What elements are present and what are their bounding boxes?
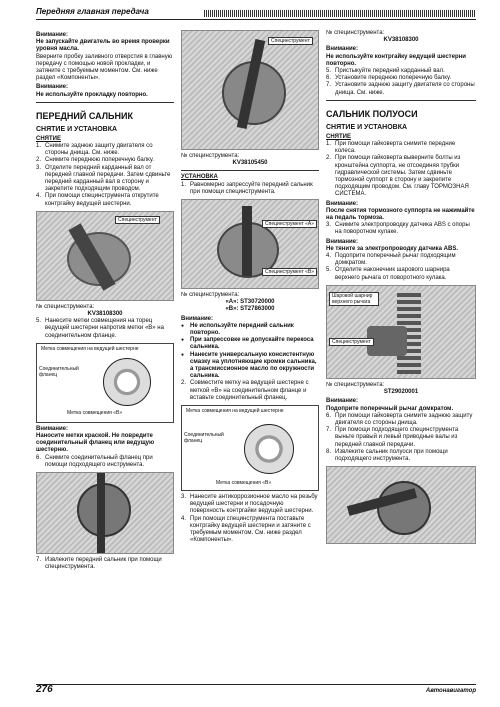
note-text: Не используйте прокладку повторно.	[36, 91, 148, 98]
note-text: Не тяните за электропроводку датчика ABS.	[326, 245, 459, 252]
publisher-brand: Автонавигатор	[425, 688, 476, 694]
photo-axle-seal-removal	[326, 466, 476, 544]
note-text: Не запускайте двигатель во время проверки уровня масла.	[36, 39, 170, 53]
subsection-heading: СНЯТИЕ И УСТАНОВКА	[36, 125, 118, 133]
subsection-heading: УСТАНОВКА	[181, 174, 218, 181]
tool-number: «А»: ST30720000	[225, 299, 275, 306]
list-item: ● При запрессовке не допускайте перекоса сальника.	[181, 337, 319, 351]
list-item: 4. При помощи специнструмента поставьте контргайку ведущей шестерни и затяните с требуемым моментом. См. ниже раздел «Компоненты».	[181, 515, 311, 544]
alignment-mark-diagram	[36, 343, 174, 423]
column-3	[326, 30, 476, 547]
list-item: 2. Совместите метку на ведущей шестерне с меткой «В» на соединительном фланце и вставьте соединительный фланец.	[181, 380, 309, 401]
section-heading: САЛЬНИК ПОЛУОСИ	[326, 108, 418, 119]
photo-removing-flange	[36, 472, 174, 554]
tool-number: KV38105450	[232, 160, 268, 167]
list-item: 7. Установите заднюю защиту двигателя со стороны днища. См. ниже.	[326, 82, 475, 96]
note-heading: Внимание:	[326, 200, 358, 207]
step-list	[36, 455, 174, 469]
note-heading: Внимание:	[36, 84, 68, 91]
figure-label: Специнструмент «В»	[262, 268, 317, 276]
flange-circle	[103, 358, 151, 406]
photo-removing-locknut	[36, 211, 174, 301]
note-text: Подоприте поперечный рычаг домкратом.	[326, 405, 454, 412]
diagram-label: Соединительный фланец	[184, 432, 224, 445]
header-title: Передняя главная передача	[36, 7, 149, 16]
list-item: 5. Нанесите метки совмещения на торец ведущей шестерни напротив метки «В» на соединительном фланце.	[36, 318, 164, 339]
step-list	[326, 413, 476, 463]
tool-heading: № специнструмента:	[326, 30, 385, 36]
diagram-label: Метка совмещения «В»	[216, 480, 272, 487]
column-2	[181, 30, 319, 544]
figure-label: Шаровой шарнир верхнего рычага	[329, 292, 379, 306]
list-item: 5. Отделите наконечник шарового шарнира верхнего рычага от поворотного кулака.	[326, 267, 450, 281]
photo-seal-installation	[181, 199, 319, 289]
list-item: ● Не используйте передний сальник повторно.	[181, 323, 319, 337]
column-1	[36, 30, 174, 572]
tool-number: «В»: ST27863000	[225, 306, 275, 313]
list-item: 3. Снимите электропроводку датчика ABS с опоры на поворотном кулаке.	[326, 222, 470, 236]
note-text: Не используйте контргайку ведущей шестерни повторно.	[326, 53, 466, 67]
tool-number: KV38108300	[87, 311, 123, 318]
list-item: 6. Снимите соединительный фланец при помощи подходящего инструмента.	[36, 454, 153, 468]
diagram-label: Метка совмещения на ведущей шестерне	[41, 345, 139, 352]
list-item: 7. Извлеките передний сальник при помощи специнструмента.	[36, 557, 162, 571]
step-list	[326, 68, 476, 97]
step-list	[36, 318, 174, 340]
note-heading: Внимание:	[36, 32, 68, 38]
page-number: 276	[36, 684, 53, 695]
list-item: 6. При помощи гайковерта снимите заднюю защиту двигателя со стороны днища.	[326, 412, 473, 426]
photo-seal-removal-tool	[181, 30, 319, 150]
note-heading: Внимание:	[326, 238, 358, 245]
alignment-mark-diagram	[181, 405, 319, 491]
list-item: 3. Отделите передний карданный вал от передней главной передачи. Затем сдвиньте передний карданный вал в сторону и закрепите подходящим проводом.	[36, 164, 171, 193]
subsection-heading: СНЯТИЕ И УСТАНОВКА	[326, 123, 408, 131]
tool-heading: № специнструмента:	[326, 381, 385, 388]
step-list	[181, 182, 319, 196]
step-list	[326, 222, 476, 236]
note-heading: Внимание:	[181, 315, 213, 322]
flange-circle	[244, 424, 294, 474]
page-header	[36, 6, 476, 20]
list-item: 8. Извлеките сальник полуоси при помощи подходящего инструмента.	[326, 448, 448, 462]
diagram-label: Метка совмещения на ведущей шестерне	[186, 408, 284, 415]
tool-number: KV38108300	[383, 37, 419, 44]
step-list	[36, 557, 174, 571]
step-list	[181, 380, 319, 402]
list-item: ● Нанесите универсальную консистентную смазку на уплотняющие кромки сальника, а трансмиссионное масло по окружности сальника.	[181, 352, 319, 381]
list-item: 3. Нанесите антикоррозионное масло на резьбу ведущей шестерни и посадочную поверхность контргайки ведущей шестерни.	[181, 494, 318, 515]
list-item: 1. Снимите заднюю защиту двигателя со стороны днища. См. ниже.	[36, 143, 153, 157]
page-footer	[36, 684, 476, 697]
divider	[181, 170, 319, 171]
step-list	[326, 141, 476, 199]
divider	[36, 102, 174, 103]
photo-ball-joint-separation	[326, 285, 476, 379]
list-item: 4. Подоприте поперечный рычаг подходящим домкратом.	[326, 253, 456, 267]
list-item: 4. При помощи специнструмента открутите контргайку ведущей шестерни.	[36, 193, 159, 207]
tool-heading: № специнструмента:	[181, 153, 240, 159]
list-item: 6. Установите переднюю поперечную балку.	[326, 75, 452, 82]
bullet-list	[181, 323, 319, 381]
step-list	[326, 253, 476, 282]
figure-label: Специнструмент	[115, 216, 160, 224]
tool-heading: № специнструмента:	[181, 292, 240, 299]
subsubsection-heading: СНЯТИЕ	[36, 135, 61, 142]
figure-label: Специнструмент	[329, 338, 374, 346]
note-heading: Внимание:	[36, 425, 68, 432]
note-text: Наносите метки краской. Не повредите соединительный фланец или ведущую шестерню.	[36, 433, 155, 454]
note-heading: Внимание:	[326, 398, 358, 405]
figure-label: Специнструмент	[268, 37, 313, 45]
note-text: После снятия тормозного суппорта не нажимайте на педаль тормоза.	[326, 207, 475, 222]
list-item: 2. При помощи гайковерта выверните болты из кронштейна суппорта, не отсоединяя трубки гидравлической системы. Затем сдвиньте тормозной суппорт в сторону и закрепите подходящим проводом. См. главу ТОРМОЗНАЯ СИСТЕМА.	[326, 155, 469, 198]
figure-label: Специнструмент «А»	[262, 220, 317, 228]
step-list	[36, 143, 174, 208]
tool-heading: № специнструмента:	[36, 303, 95, 310]
list-item: 1. Равномерно запрессуйте передний сальник при помощи специнструмента.	[181, 181, 313, 195]
divider	[326, 100, 476, 101]
list-item: 5. Пристыкуйте передний карданный вал.	[326, 68, 445, 75]
list-item: 2. Снимите переднюю поперечную балку.	[36, 157, 154, 164]
note-heading: Внимание:	[326, 46, 358, 53]
diagram-label: Соединительный фланец	[39, 365, 79, 378]
step-list	[181, 494, 319, 544]
list-item: 1. При помощи гайковерта снимите передние колеса.	[326, 141, 456, 155]
tool-number: ST29020001	[383, 389, 419, 396]
section-heading: ПЕРЕДНИЙ САЛЬНИК	[36, 110, 133, 121]
header-pattern-bar	[204, 10, 476, 17]
diagram-label: Метка совмещения «В»	[67, 409, 123, 416]
paragraph: Вверните пробку заливного отверстия в главную передачу с помощью новой прокладки, и затяните с требуемым моментом. См. ниже раздел «Компоненты».	[36, 53, 173, 82]
subsubsection-heading: СНЯТИЕ	[326, 133, 351, 140]
list-item: 7. При помощи подходящего специнструмента выньте правый и левый приводные валы из передней главной передачи.	[326, 427, 459, 448]
